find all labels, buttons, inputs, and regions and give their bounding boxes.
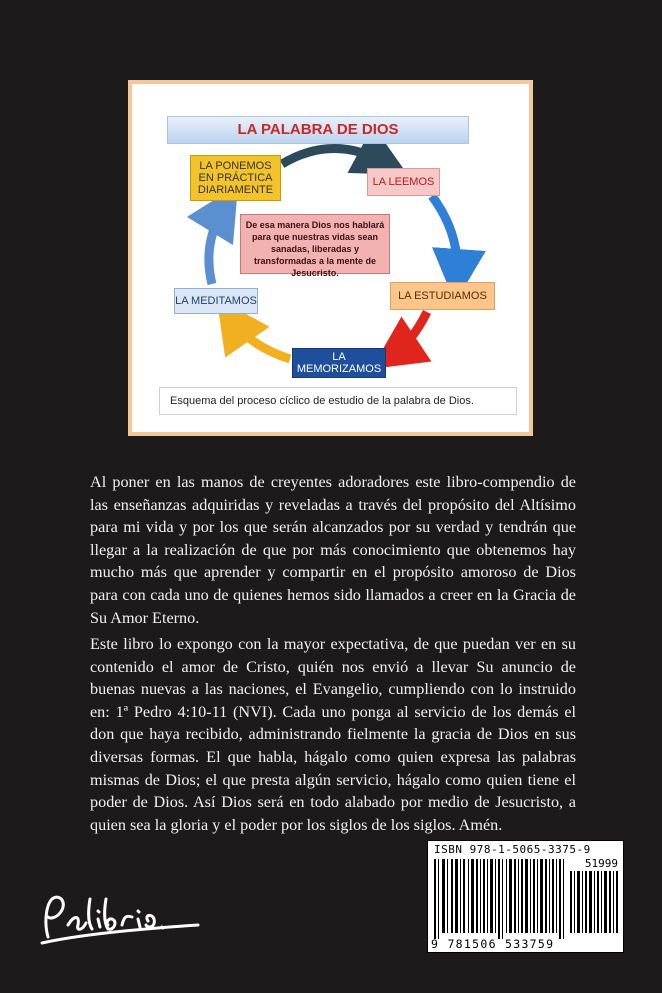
step-practica: LA PONEMOS EN PRÁCTICA DIARIAMENTE	[190, 155, 281, 201]
arrow-meditamos-practica	[209, 208, 224, 284]
arrow-practica-leemos	[282, 148, 384, 164]
arrow-leemos-estudiamos	[432, 196, 457, 276]
arrow-memorizamos-meditamos	[232, 320, 290, 359]
step-estudiamos: LA ESTUDIAMOS	[390, 282, 495, 310]
isbn-barcode	[427, 840, 624, 953]
diagram-title: LA PALABRA DE DIOS	[167, 116, 469, 144]
arrow-estudiamos-memorizamos	[394, 312, 427, 354]
diagram-frame	[128, 80, 533, 436]
isbn-number: ISBN 978-1-5065-3375-9	[434, 843, 591, 856]
paragraph-2: Este libro lo expongo con la mayor expectativa, de que puedan ver en su contenido el amor de Cristo, quién nos envió a llevar Su anuncio de buenas nuevas a las naciones, el Evangelio, cumpliendo con lo instruido en: 1ª Pedro 4:10-11 (NVI). Cada uno ponga al servicio de los demás el don que haya recibido, administrando fielmente la gracia de Dios en sus diversas formas. El que habla, hágalo como quien expresa las palabras mismas de Dios; el que presta algún servicio, hágalo como quien tiene el poder de Dios. Así Dios será en todo alabado por medio de Jesucristo, a quien sea la gloria y el poder por los siglos de los siglos. Amén.	[90, 635, 576, 834]
step-meditamos: LA MEDITAMOS	[174, 288, 258, 314]
barcode-digits: 9 781506 533759	[431, 937, 555, 951]
center-message: De esa manera Dios nos hablará para que nuestras vidas sean sanadas, liberadas y transformadas a la mente de Jesucristo.	[240, 214, 390, 274]
step-leemos: LA LEEMOS	[367, 168, 440, 196]
paragraph-1: Al poner en las manos de creyentes adoradores este libro-compendio de las enseñanzas adquiridas y reveladas a través del propósito del Altísimo para mi vida y por los que serán alcanzados por su verdad y tendrán que llegar a la realización de que por más conocimiento que obtenemos hay mucho más que aprender y compartir en el propósito amoroso de Dios para con cada uno de quienes hemos sido llamados a creer en la Gracia de Su Amor Eterno.	[90, 473, 576, 627]
price-code: 51999	[584, 857, 618, 870]
diagram-panel	[132, 84, 529, 432]
palibrio-logo	[38, 885, 203, 953]
step-memorizamos: LA MEMORIZAMOS	[292, 348, 386, 378]
diagram-caption: Esquema del proceso cíclico de estudio de la palabra de Dios.	[159, 387, 517, 415]
